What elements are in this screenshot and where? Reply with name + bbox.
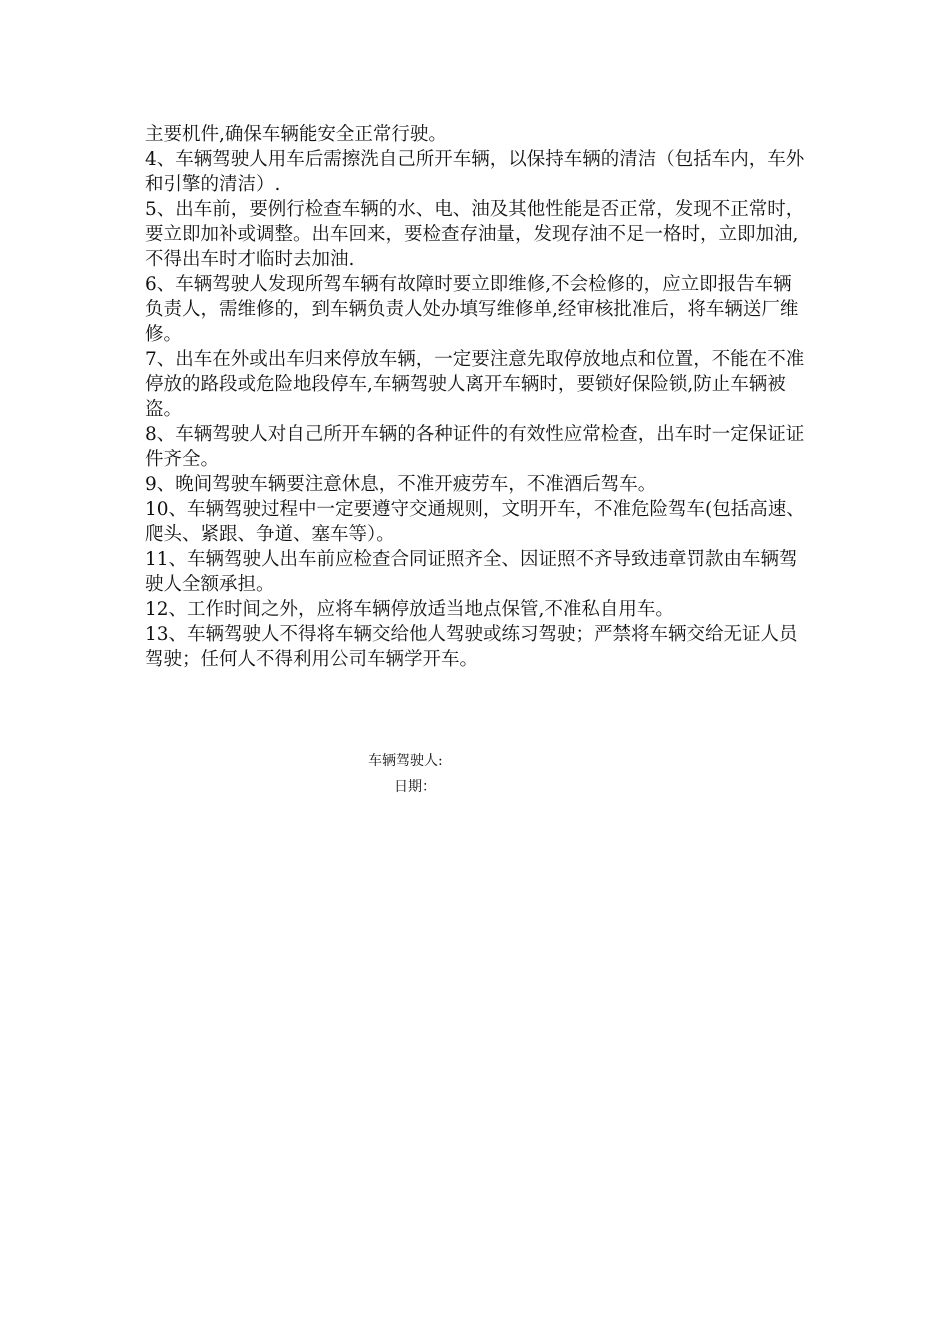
paragraph-rule-4: 4、车辆驾驶人用车后需擦洗自己所开车辆，以保持车辆的清洁（包括车内，车外和引擎的清洁）. xyxy=(145,149,805,195)
paragraph-rule-5: 5、出车前，要例行检查车辆的水、电、油及其他性能是否正常，发现不正常时，要立即加补或调整。出车回来，要检查存油量，发现存油不足一格时，立即加油,不得出车时才临时去加油. xyxy=(145,199,805,270)
paragraph-rule-10: 10、车辆驾驶过程中一定要遵守交通规则，文明开车，不准危险驾车(包括高速、爬头、紧跟、争道、塞车等）。 xyxy=(145,499,805,545)
paragraph-rule-13: 13、车辆驾驶人不得将车辆交给他人驾驶或练习驾驶；严禁将车辆交给无证人员驾驶；任何人不得利用公司车辆学开车。 xyxy=(145,624,798,670)
paragraph-rule-11: 11、车辆驾驶人出车前应检查合同证照齐全、因证照不齐导致违章罚款由车辆驾驶人全额承担。 xyxy=(145,549,798,595)
signature-block xyxy=(368,748,608,800)
document-body xyxy=(145,122,805,672)
paragraph-rule-8: 8、车辆驾驶人对自己所开车辆的各种证件的有效性应常检查，出车时一定保证证件齐全。 xyxy=(145,424,805,470)
paragraph-rule-6: 6、车辆驾驶人发现所驾车辆有故障时要立即维修,不会检修的，应立即报告车辆负责人，需维修的，到车辆负责人处办填写维修单,经审核批准后，将车辆送厂维修。 xyxy=(145,274,799,345)
date-label: 日期： xyxy=(394,779,436,795)
paragraph-rule-7: 7、出车在外或出车归来停放车辆，一定要注意先取停放地点和位置，不能在不准停放的路段或危险地段停车,车辆驾驶人离开车辆时，要锁好保险锁,防止车辆被盗。 xyxy=(145,349,805,420)
paragraph-rule-12: 12、工作时间之外，应将车辆停放适当地点保管,不准私自用车。 xyxy=(145,599,674,620)
paragraph-intro: 主要机件,确保车辆能安全正常行驶。 xyxy=(145,124,447,145)
driver-signature-label: 车辆驾驶人: xyxy=(368,753,443,769)
paragraph-rule-9: 9、晚间驾驶车辆要注意休息，不准开疲劳车，不准酒后驾车。 xyxy=(145,474,657,495)
